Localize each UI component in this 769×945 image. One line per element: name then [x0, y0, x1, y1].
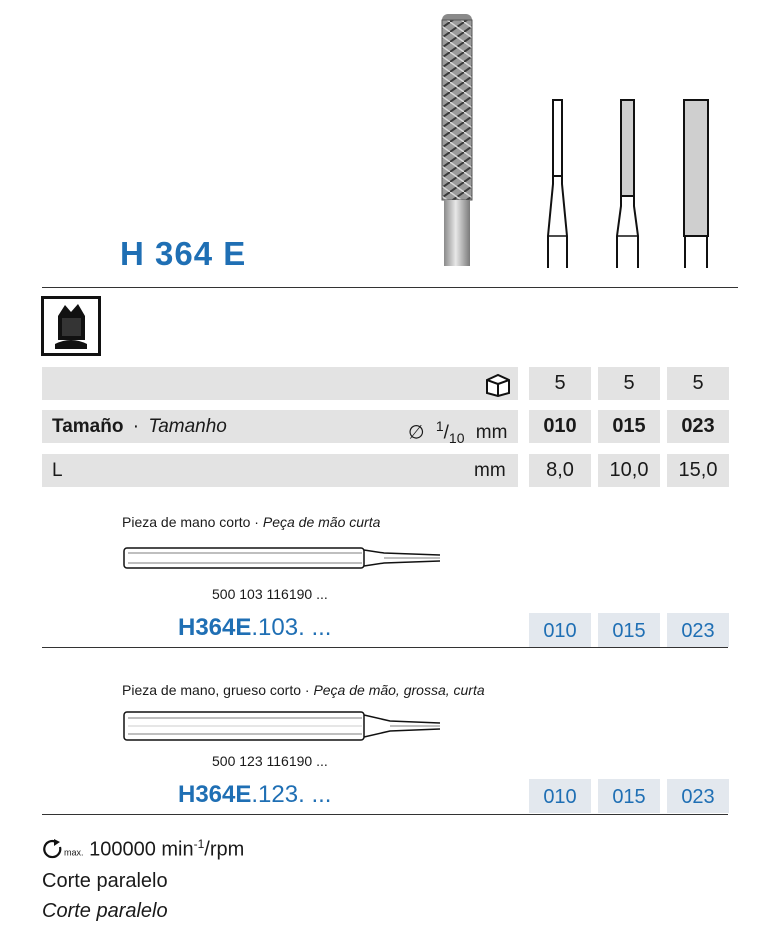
length-015: 10,0	[598, 454, 660, 487]
variant1-size-023[interactable]: 023	[667, 613, 729, 647]
variant2-code-prefix: H364E	[178, 781, 252, 808]
variant1-code-suffix: .103. ...	[251, 614, 332, 641]
variant1-desc-es: Pieza de mano corto ·	[122, 514, 263, 530]
material-icon	[41, 296, 101, 356]
fraction-num: 1	[435, 418, 444, 434]
variant1-desc-pt: Peça de mão curta	[262, 514, 381, 530]
variant2-divider	[42, 814, 728, 815]
variant2-size-023[interactable]: 023	[667, 779, 729, 813]
size-010: 010	[529, 410, 591, 443]
cut-type-es: Corte paralelo	[42, 870, 168, 892]
length-010: 8,0	[529, 454, 591, 487]
size-015: 015	[598, 410, 660, 443]
pack-qty-015: 5	[598, 367, 660, 400]
rpm-exp: -1	[193, 837, 205, 851]
fraction-slash: /	[443, 422, 449, 444]
length-label: L	[52, 460, 63, 481]
variant1-article-number: 500 103 116190 ...	[212, 586, 328, 602]
variant1-divider	[42, 647, 728, 648]
rotation-icon	[42, 839, 64, 859]
fraction-den: 10	[448, 430, 465, 447]
diameter-symbol: ∅	[408, 422, 425, 444]
pack-row-bg	[42, 367, 518, 400]
variant2-size-010[interactable]: 010	[529, 779, 591, 813]
pack-qty-010: 5	[529, 367, 591, 400]
rpm-line	[42, 837, 244, 862]
title-divider	[42, 287, 738, 288]
length-unit: mm	[474, 460, 506, 481]
package-icon	[484, 371, 512, 397]
variant1-size-015[interactable]: 015	[598, 613, 660, 647]
pack-qty-023: 5	[667, 367, 729, 400]
size-unit	[408, 410, 507, 455]
length-023: 15,0	[667, 454, 729, 487]
rpm-unit: /rpm	[204, 838, 245, 861]
variant2-description	[122, 682, 485, 698]
variant2-desc-pt: Peça de mão, grossa, curta	[313, 682, 485, 698]
variant2-handpiece-shank-image	[122, 709, 442, 743]
variant2-code-suffix: .123. ...	[251, 781, 332, 808]
cut-type-pt: Corte paralelo	[42, 900, 168, 922]
size-silhouette-015	[610, 96, 644, 268]
size-silhouette-023	[678, 96, 714, 268]
variant2-size-015[interactable]: 015	[598, 779, 660, 813]
variant1-description	[122, 514, 380, 530]
variant2-article-number: 500 123 116190 ...	[212, 753, 328, 769]
size-label-es: Tamaño	[52, 416, 124, 437]
size-label-sep: ·	[132, 416, 140, 437]
variant1-order-code	[178, 614, 331, 642]
size-label	[52, 410, 227, 443]
product-title: H 364 E	[120, 235, 247, 272]
length-row-bg	[42, 454, 518, 487]
size-023: 023	[667, 410, 729, 443]
rpm-value: 100000 min	[89, 838, 194, 861]
size-unit-mm: mm	[475, 422, 508, 444]
burr-product-image	[436, 12, 478, 268]
variant2-order-code	[178, 781, 331, 809]
variant1-code-prefix: H364E	[178, 614, 252, 641]
variant2-desc-es: Pieza de mano, grueso corto ·	[122, 682, 314, 698]
rpm-sub: max.	[64, 847, 84, 858]
variant1-size-010[interactable]: 010	[529, 613, 591, 647]
size-silhouette-010	[540, 96, 574, 268]
size-label-pt: Tamanho	[148, 416, 227, 437]
variant1-handpiece-shank-image	[122, 543, 442, 573]
